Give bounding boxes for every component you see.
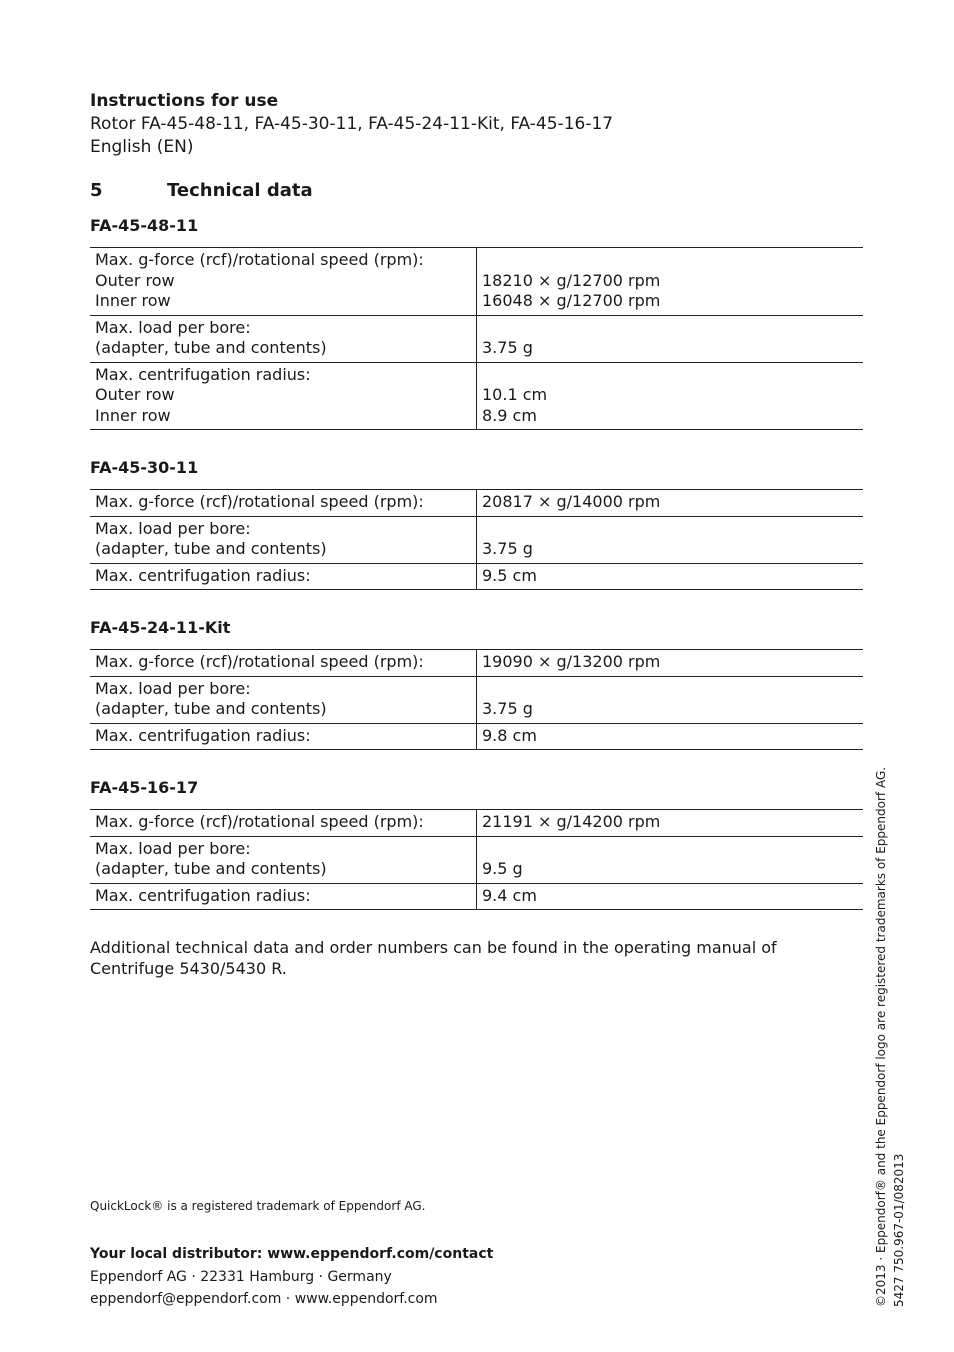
parameter-label	[90, 563, 477, 590]
parameter-value	[477, 563, 864, 590]
rotor-table-3	[90, 649, 863, 750]
parameter-value	[477, 676, 864, 723]
parameter-label-line: Max. load per bore:	[95, 678, 251, 698]
parameter-label	[90, 490, 477, 517]
parameter-label-line: Max. g-force (rcf)/rotational speed (rpm):	[95, 652, 424, 671]
table-row	[90, 723, 863, 750]
section-title: Technical data	[167, 180, 313, 201]
parameter-value	[477, 723, 864, 750]
company-email-web: eppendorf@eppendorf.com · www.eppendorf.com	[90, 1291, 438, 1307]
parameter-label	[90, 810, 477, 837]
parameter-label	[90, 723, 477, 750]
parameter-label-line: (adapter, tube and contents)	[95, 699, 327, 718]
document-header	[90, 90, 613, 159]
parameter-label	[90, 516, 477, 563]
table-row	[90, 883, 863, 910]
parameter-value-line: 3.75 g	[482, 338, 533, 357]
parameter-value	[477, 883, 864, 910]
parameter-value	[477, 248, 864, 316]
parameter-label-line: Max. centrifugation radius:	[95, 885, 311, 905]
parameter-label	[90, 883, 477, 910]
parameter-label-line: Max. g-force (rcf)/rotational speed (rpm):	[95, 812, 424, 831]
table-row	[90, 490, 863, 517]
rotor-title-3: FA-45-24-11-Kit	[90, 618, 231, 637]
table-row	[90, 810, 863, 837]
parameter-label	[90, 836, 477, 883]
table-row	[90, 676, 863, 723]
parameter-value	[477, 836, 864, 883]
parameter-value	[477, 362, 864, 430]
parameter-label-line: (adapter, tube and contents)	[95, 539, 327, 558]
parameter-label-line: Outer row	[95, 385, 175, 404]
parameter-label	[90, 248, 477, 316]
doc-title: Instructions for use	[90, 91, 279, 111]
rotor-table-2	[90, 489, 863, 590]
additional-info-note: Additional technical data and order numbers can be found in the operating manual of Centrifuge 5430/5430 R.	[90, 938, 777, 978]
parameter-label-line: Inner row	[95, 405, 171, 425]
section-heading	[90, 180, 313, 201]
parameter-value	[477, 516, 864, 563]
table-row	[90, 650, 863, 677]
rotor-table-1	[90, 247, 863, 430]
parameter-value-line: 18210 × g/12700 rpm	[482, 270, 661, 290]
parameter-value-line: 3.75 g	[482, 539, 533, 558]
rotor-title-2: FA-45-30-11	[90, 458, 199, 477]
parameter-value-line: 19090 × g/13200 rpm	[482, 652, 661, 671]
parameter-value	[477, 490, 864, 517]
rotor-title-1: FA-45-48-11	[90, 216, 199, 235]
section-number: 5	[90, 180, 103, 201]
parameter-label	[90, 650, 477, 677]
table-row	[90, 248, 863, 316]
parameter-value-line: 3.75 g	[482, 699, 533, 718]
parameter-label	[90, 362, 477, 430]
parameter-label-line: Max. load per bore:	[95, 838, 251, 858]
parameter-label	[90, 315, 477, 362]
parameter-value-line: 20817 × g/14000 rpm	[482, 492, 661, 511]
parameter-value-line: 10.1 cm	[482, 385, 548, 404]
parameter-value-line: 9.8 cm	[482, 725, 537, 745]
parameter-label-line: (adapter, tube and contents)	[95, 338, 327, 357]
parameter-label-line: Max. centrifugation radius:	[95, 725, 311, 745]
parameter-value-line: 16048 × g/12700 rpm	[482, 291, 661, 310]
parameter-value-line: 9.5 g	[482, 859, 523, 878]
parameter-value-line: 8.9 cm	[482, 405, 537, 425]
parameter-label-line: Max. centrifugation radius:	[95, 364, 311, 384]
distributor-contact: Your local distributor: www.eppendorf.com/contact	[90, 1246, 494, 1262]
parameter-label-line: Outer row	[95, 270, 175, 290]
document-number: 5427 750.967-01/082013	[892, 1153, 906, 1307]
distributor-block	[90, 1243, 493, 1311]
doc-subtitle: Rotor FA-45-48-11, FA-45-30-11, FA-45-24-11-Kit, FA-45-16-17	[90, 114, 614, 134]
parameter-label-line: Max. load per bore:	[95, 518, 251, 538]
rotor-table-4	[90, 809, 863, 910]
rotor-title-4: FA-45-16-17	[90, 778, 199, 797]
parameter-value-line: 9.4 cm	[482, 885, 537, 905]
parameter-label-line: (adapter, tube and contents)	[95, 859, 327, 878]
parameter-label-line: Max. load per bore:	[95, 317, 251, 337]
trademark-note: QuickLock® is a registered trademark of Eppendorf AG.	[90, 1199, 426, 1213]
table-row	[90, 315, 863, 362]
parameter-value-line: 9.5 cm	[482, 565, 537, 585]
parameter-label-line: Inner row	[95, 291, 171, 310]
doc-language: English (EN)	[90, 137, 194, 157]
parameter-value	[477, 810, 864, 837]
parameter-label-line: Max. g-force (rcf)/rotational speed (rpm):	[95, 492, 424, 511]
parameter-value-line: 21191 × g/14200 rpm	[482, 812, 661, 831]
side-copyright	[872, 767, 908, 1307]
table-row	[90, 516, 863, 563]
parameter-label-line: Max. g-force (rcf)/rotational speed (rpm):	[95, 250, 424, 269]
copyright-line: ©2013 · Eppendorf® and the Eppendorf logo are registered trademarks of Eppendorf AG.	[874, 766, 888, 1307]
table-row	[90, 836, 863, 883]
parameter-value	[477, 315, 864, 362]
parameter-label-line: Max. centrifugation radius:	[95, 565, 311, 585]
parameter-label	[90, 676, 477, 723]
parameter-value	[477, 650, 864, 677]
company-address: Eppendorf AG · 22331 Hamburg · Germany	[90, 1268, 392, 1285]
table-row	[90, 563, 863, 590]
table-row	[90, 362, 863, 430]
